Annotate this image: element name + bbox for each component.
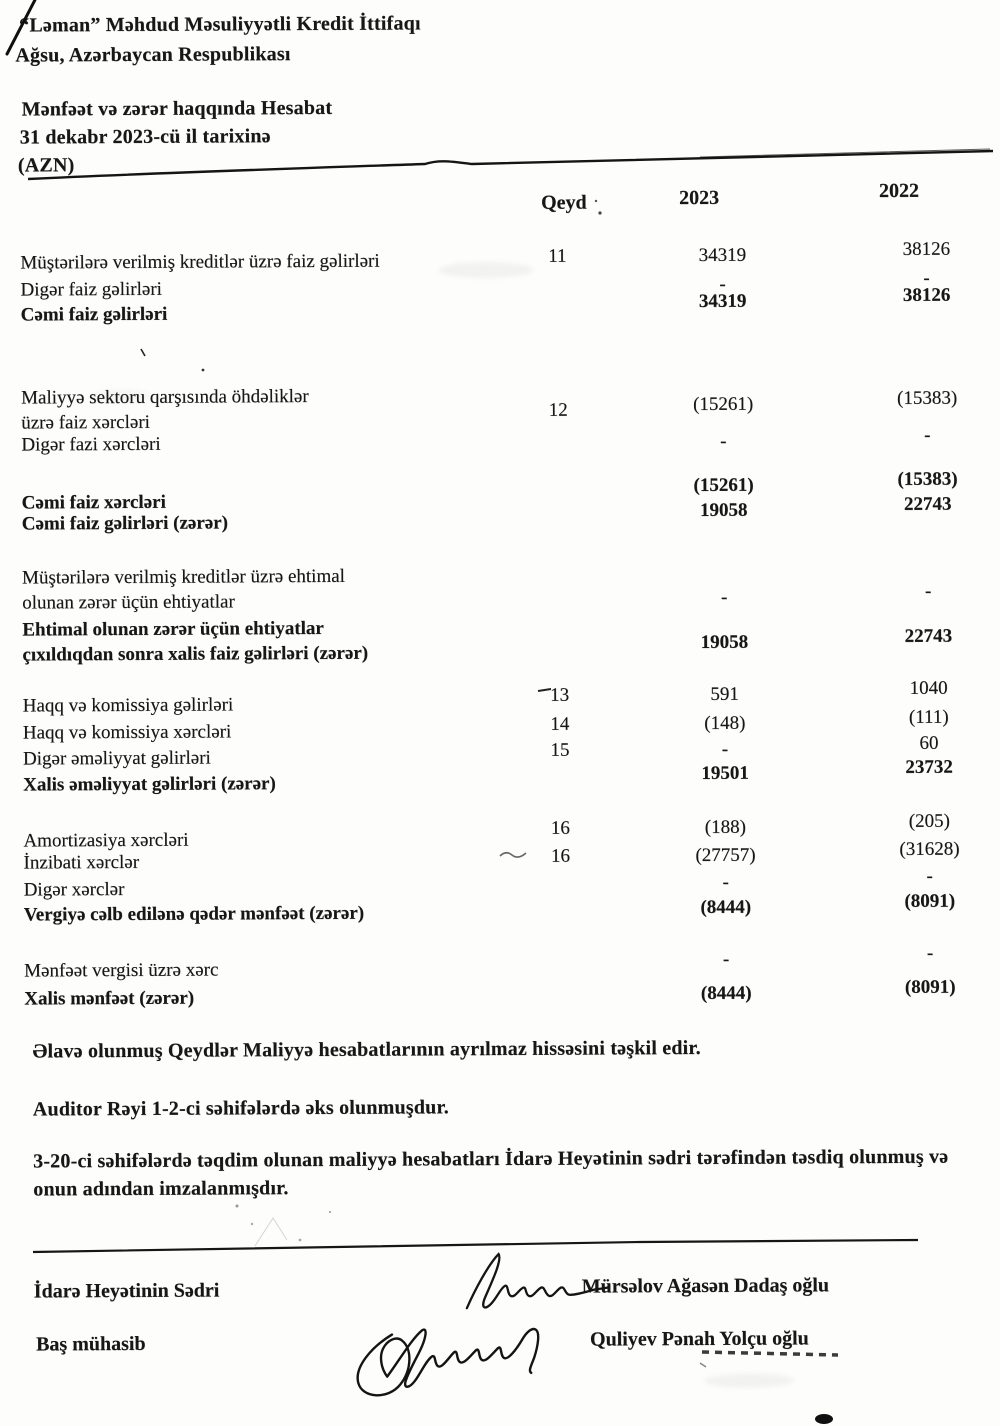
row-value-2023: (188) <box>704 816 746 838</box>
column-header-2022: 2022 <box>878 179 920 203</box>
row-value-2022: (15383) <box>897 468 958 490</box>
row-value-2022: 1040 <box>909 677 948 699</box>
signer-role-accountant: Baş mühasib <box>35 1332 146 1356</box>
signer-role-chairman: İdarə Heyətinin Sədri <box>33 1279 220 1303</box>
row-value-2023: 19058 <box>700 631 749 653</box>
row-value-2022: 38126 <box>902 238 951 260</box>
row-label: Digər faiz gəlirləri <box>20 278 162 301</box>
row-note: 11 <box>548 245 567 267</box>
row-value-2022: 22743 <box>904 625 953 647</box>
row-value-2022: - <box>923 267 930 289</box>
row-label: İnzibati xərclər <box>23 851 140 874</box>
note-integral-part: Əlavə olunmuş Qeydlər Maliyyə hesabatlarının ayrılmaz hissəsini təşkil edir. <box>32 1036 701 1063</box>
row-value-2022: (8091) <box>904 976 956 998</box>
row-value-2022: (15383) <box>896 387 958 409</box>
row-label: Haqq və komissiya gəlirləri <box>22 694 234 717</box>
row-note: 16 <box>550 845 571 867</box>
row-label: Xalis mənfəət (zərər) <box>24 987 195 1010</box>
statement-row <box>0 238 998 274</box>
row-label: Vergiyə cəlb edilənə qədər mənfəət (zərər) <box>23 902 365 926</box>
row-note: 14 <box>550 713 570 735</box>
row-value-2023: 591 <box>710 683 739 705</box>
row-value-2022: (8091) <box>904 890 956 912</box>
note-auditor-opinion: Auditor Rəyi 1-2-ci səhifələrdə əks olunmuşdur. <box>32 1096 449 1121</box>
row-value-2023: 19501 <box>701 762 749 784</box>
note-approval: 3-20-ci səhifələrdə təqdim olunan maliyyə hesabatları İdarə Heyətinin sədri tərəfindən təsdiq olunmuş və onun adından imzalanmışdır. <box>33 1145 949 1201</box>
row-value-2023: (8444) <box>700 896 752 918</box>
row-value-2022: 38126 <box>902 284 951 306</box>
row-value-2022: 22743 <box>903 493 952 515</box>
row-label: Mənfəət vergisi üzrə xərc <box>24 959 219 982</box>
row-label: Digər xərclər <box>23 878 125 901</box>
row-value-2022: - <box>926 942 934 964</box>
row-value-2022: (111) <box>908 706 949 728</box>
row-label: Cəmi faiz xərcləri <box>21 491 166 514</box>
row-value-2022: - <box>926 865 933 887</box>
row-value-2023: - <box>721 738 729 760</box>
row-note: 12 <box>548 399 568 421</box>
statement-row <box>0 560 1000 614</box>
row-value-2022: (31628) <box>899 838 960 860</box>
scan-smudge <box>704 1373 794 1387</box>
row-label: Xalis əməliyyat gəlirləri (zərər) <box>23 773 276 796</box>
statement-date: 31 dekabr 2023-cü il tarixinə <box>19 125 271 149</box>
statement-title: Mənfəət və zərər haqqında Hesabat <box>21 96 333 121</box>
row-value-2023: - <box>720 586 728 608</box>
row-value-2022: 23732 <box>905 756 953 778</box>
signer-name-chairman: Mürsəlov Ağasən Dadaş oğlu <box>581 1274 830 1298</box>
row-label: Cəmi faiz gəlirləri (zərər) <box>21 512 229 535</box>
column-header-2023: 2023 <box>678 186 720 210</box>
row-label: Amortizasiya xərcləri <box>23 829 189 852</box>
row-value-2023: 34319 <box>698 244 747 266</box>
row-note: 15 <box>550 739 570 761</box>
row-label: Müştərilərə verilmiş kreditlər üzrə faiz gəlirləri <box>20 250 380 274</box>
signer-name-accountant: Quliyev Pənah Yolçu oğlu <box>589 1327 809 1351</box>
row-label: Haqq və komissiya xərcləri <box>22 721 232 744</box>
statement-row <box>0 380 999 434</box>
row-label: Müştərilərə verilmiş kreditlər üzrə ehtimal olunan zərər üçün ehtiyatlar <box>21 565 345 614</box>
row-value-2023: - <box>722 948 730 970</box>
row-value-2023: (148) <box>704 712 746 734</box>
org-location: Ağsu, Azərbaycan Respublikası <box>15 43 291 67</box>
column-header-note: Qeyd <box>541 191 587 214</box>
row-value-2023: 34319 <box>698 290 747 312</box>
row-value-2023: - <box>719 273 726 295</box>
row-value-2022: - <box>924 580 932 602</box>
row-note: 13 <box>550 684 570 706</box>
row-value-2023: (15261) <box>693 393 754 415</box>
row-value-2023: (15261) <box>693 474 754 496</box>
row-value-2023: 19058 <box>699 499 748 521</box>
row-label: Cəmi faiz gəlirləri <box>20 303 168 326</box>
row-label: Maliyyə sektoru qarşısında öhdəliklər üzrə faiz xərcləri <box>21 385 309 434</box>
signature-accountant <box>346 1300 559 1403</box>
row-value-2023: (8444) <box>700 982 752 1004</box>
row-value-2023: - <box>722 871 729 893</box>
statement-row <box>2 942 1000 982</box>
row-label: Digər əməliyyat gəlirləri <box>22 747 211 770</box>
org-name: “Ləman” Məhdud Məsuliyyətli Kredit İttifaqı <box>19 12 421 37</box>
row-value-2023: (27757) <box>695 844 756 866</box>
row-value-2022: - <box>924 424 931 446</box>
currency-label: (AZN) <box>17 154 75 177</box>
row-value-2022: (205) <box>908 810 950 832</box>
row-value-2022: 60 <box>919 732 939 754</box>
row-label: Digər fazi xərcləri <box>21 433 161 456</box>
row-note: 16 <box>550 817 570 839</box>
row-label: Ehtimal olunan zərər üçün ehtiyatlar çıxıldıqdan sonra xalis faiz gəlirləri (zərər) <box>22 617 369 666</box>
row-value-2023: - <box>720 430 727 452</box>
